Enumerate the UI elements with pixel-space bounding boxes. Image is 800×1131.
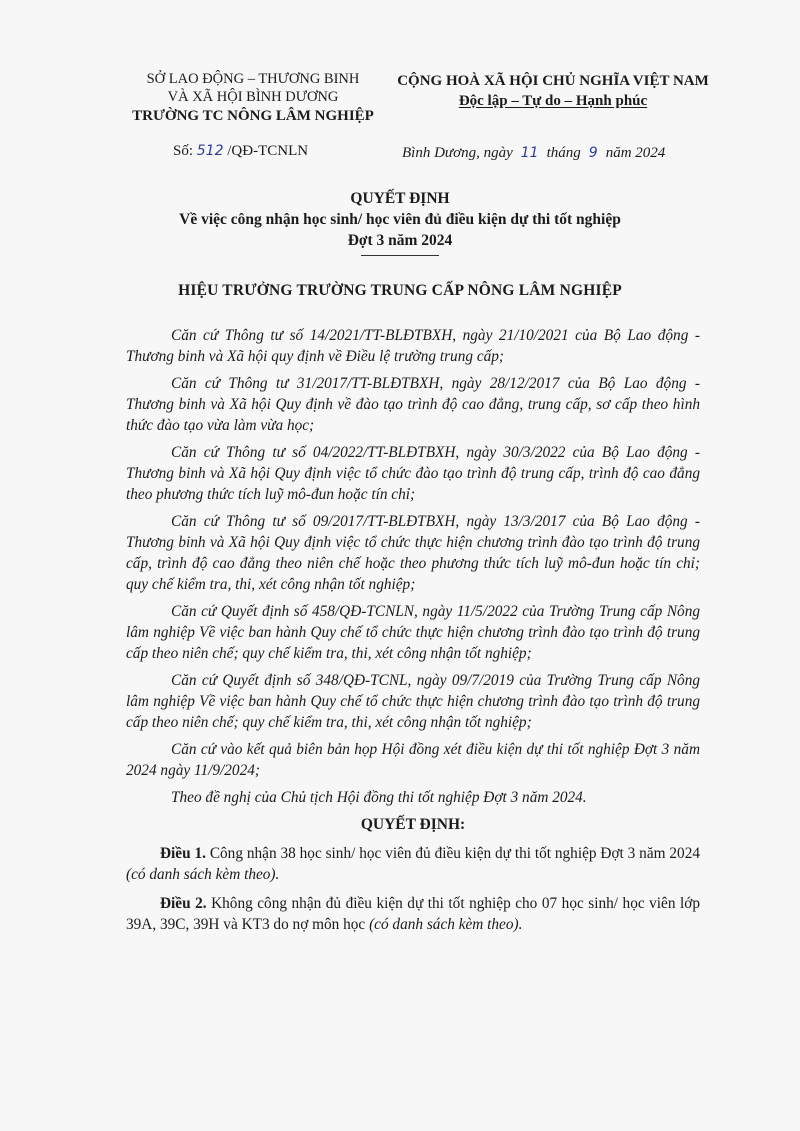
day-handwritten: 11 [520,145,539,161]
issuing-agency-block [118,70,388,127]
article-1-label: Điều 1. [160,845,206,862]
school-name: TRƯỜNG TC NÔNG LÂM NGHIỆP [132,108,374,124]
legal-basis-3: Căn cứ Thông tư số 04/2022/TT-BLĐTBXH, ngày 30/3/2022 của Bộ Lao động - Thương binh và Xã hội Quy định việc tổ chức đào tạo trình độ trung cấp, trình độ cao đẳng theo phương thức tích luỹ mô-đun hoặc tín chỉ; [126,444,700,503]
title-divider [361,255,439,256]
legal-basis-5: Căn cứ Quyết định số 458/QĐ-TCNLN, ngày 11/5/2022 của Trường Trung cấp Nông lâm nghiệp Về việc ban hành Quy chế tổ chức thực hiện chương trình đào tạo trình độ trung cấp theo niên chế; quy chế kiểm tra, thi, xét công nhận tốt nghiệp; [126,603,700,662]
republic-name: CỘNG HOÀ XÃ HỘI CHỦ NGHĨA VIỆT NAM [397,73,709,89]
document-number [173,143,308,160]
document-subject-line-2: Đợt 3 năm 2024 [347,232,453,249]
national-motto: Độc lập – Tự do – Hạnh phúc [458,93,648,109]
month-label: tháng [546,145,581,161]
agency-line-2: VÀ XÃ HỘI BÌNH DƯƠNG [167,89,339,105]
document-heading: QUYẾT ĐỊNH [350,190,450,207]
article-2-text: Không công nhận đủ điều kiện dự thi tốt nghiệp cho 07 học sinh/ học viên lớp 39A, 39C, 39H và KT3 do nợ môn học [126,895,700,933]
legal-basis-4: Căn cứ Thông tư số 09/2017/TT-BLĐTBXH, ngày 13/3/2017 của Bộ Lao động - Thương binh và Xã hội Quy định việc tổ chức thực hiện chương trình đào tạo trình độ trung cấp, trình độ cao đẳng theo niên chế hoặc theo phương thức tích luỹ mô-đun hoặc tín chỉ; quy chế kiểm tra, thi, xét công nhận tốt nghiệp; [126,513,700,593]
agency-line-1: SỞ LAO ĐỘNG – THƯƠNG BINH [146,71,360,87]
article-1-note: (có danh sách kèm theo). [126,866,280,883]
legal-basis-2: Căn cứ Thông tư 31/2017/TT-BLĐTBXH, ngày 28/12/2017 của Bộ Lao động - Thương binh và Xã hội Quy định về đào tạo trình độ cao đẳng, trung cấp, sơ cấp theo hình thức đào tạo vừa làm vừa học; [126,375,700,434]
legal-basis-7: Căn cứ vào kết quả biên bản họp Hội đồng xét điều kiện dự thi tốt nghiệp Đợt 3 năm 2024 ngày 11/9/2024; [126,741,700,779]
legal-basis-1: Căn cứ Thông tư số 14/2021/TT-BLĐTBXH, ngày 21/10/2021 của Bộ Lao động - Thương binh và Xã hội quy định về Điều lệ trường trung cấp; [126,327,700,365]
decision-heading: QUYẾT ĐỊNH: [360,816,466,833]
national-title-block [388,72,718,112]
place-date-line [402,145,665,162]
month-handwritten: 9 [588,145,598,161]
proposal-basis: Theo đề nghị của Chủ tịch Hội đồng thi tốt nghiệp Đợt 3 năm 2024. [171,789,587,806]
principal-heading: HIỆU TRƯỞNG TRƯỜNG TRUNG CẤP NÔNG LÂM NGHIỆP [178,282,622,299]
document-title-block [0,188,800,256]
article-2-note: (có danh sách kèm theo). [369,916,523,933]
article-2-label: Điều 2. [160,895,207,912]
year-label: năm 2024 [605,145,666,161]
document-subject-line-1: Về việc công nhận học sinh/ học viên đủ điều kiện dự thi tốt nghiệp [179,211,621,228]
place-label: Bình Dương, ngày [402,145,513,161]
number-suffix: /QĐ-TCNLN [227,143,309,159]
document-body [126,325,700,943]
number-prefix: Số: [173,143,194,159]
legal-basis-6: Căn cứ Quyết định số 348/QĐ-TCNL, ngày 09/7/2019 của Trường Trung cấp Nông lâm nghiệp Về việc ban hành Quy chế tổ chức thực hiện chương trình đào tạo trình độ trung cấp theo niên chế; quy chế kiểm tra, thi, xét công nhận tốt nghiệp; [126,672,700,731]
article-2 [126,893,700,935]
number-handwritten: 512 [196,143,224,159]
article-1 [126,843,700,885]
article-1-text: Công nhận 38 học sinh/ học viên đủ điều kiện dự thi tốt nghiệp Đợt 3 năm 2024 [205,845,700,862]
